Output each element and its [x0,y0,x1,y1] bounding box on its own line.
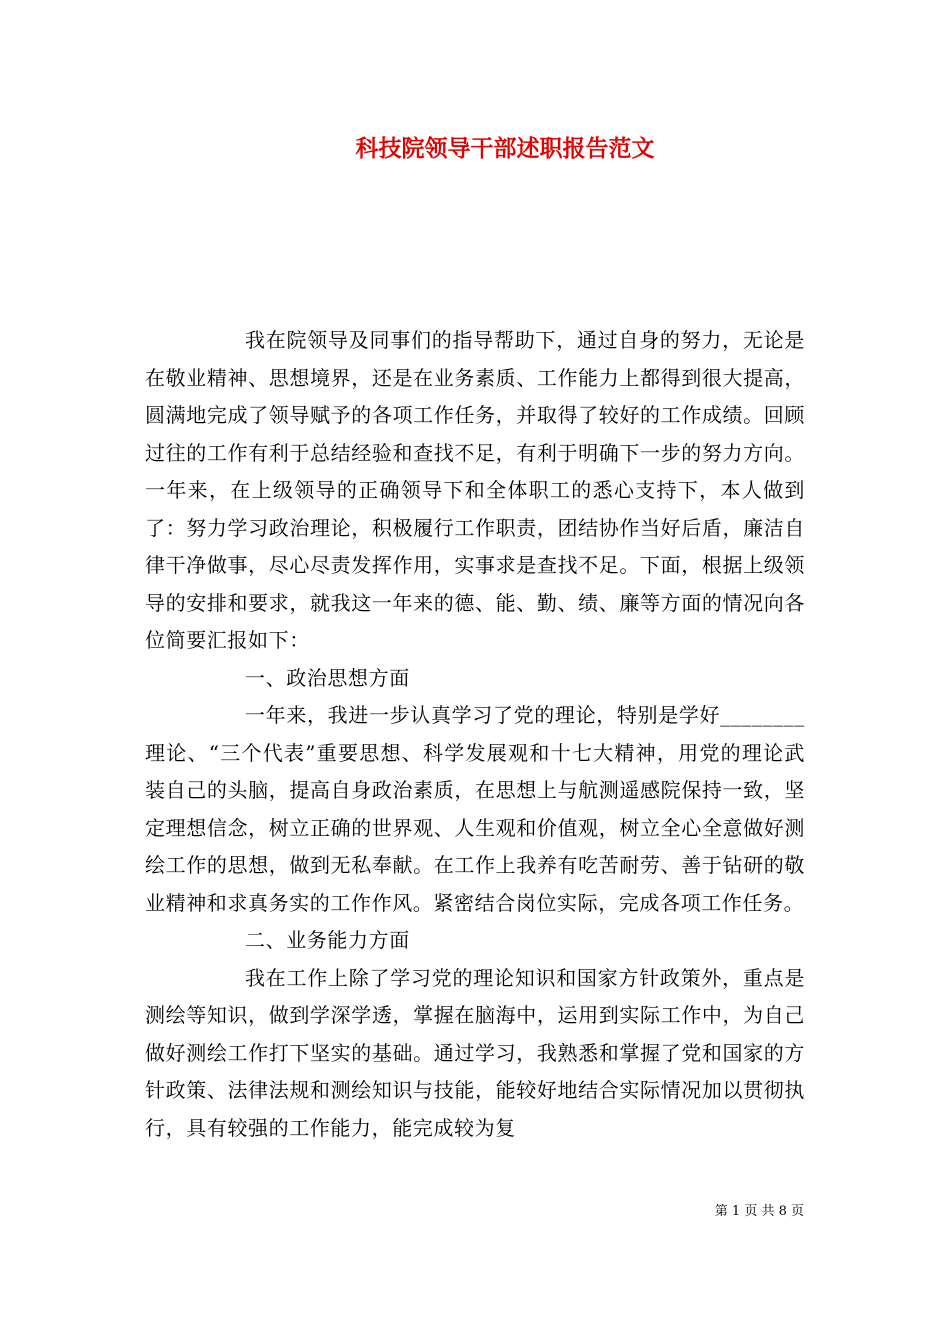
paragraph-intro: 我在院领导及同事们的指导帮助下，通过自身的努力，无论是在敬业精神、思想境界，还是在业务素质、工作能力上都得到很大提高，圆满地完成了领导赋予的各项工作任务，并取得了较好的工作成绩。回顾过往的工作有利于总结经验和查找不足，有利于明确下一步的努力方向。一年来，在上级领导的正确领导下和全体职工的悉心支持下，本人做到了：努力学习政治理论，积极履行工作职责，团结协作当好后盾，廉洁自律干净做事，尽心尽责发挥作用，实事求是查找不足。下面，根据上级领导的安排和要求，就我这一年来的德、能、勤、绩、廉等方面的情况向各位简要汇报如下： [145,328,805,652]
paragraph-business: 我在工作上除了学习党的理论知识和国家方针政策外，重点是测绘等知识，做到学深学透，掌握在脑海中，运用到实际工作中，为自己做好测绘工作打下坚实的基础。通过学习，我熟悉和掌握了党和国家的方针政策、法律法规和测绘知识与技能，能较好地结合实际情况加以贯彻执行，具有较强的工作能力，能完成较为复 [145,965,805,1140]
paragraph-political: 一年来，我进一步认真学习了党的理论，特别是学好________理论、“三个代表”重要思想、科学发展观和十七大精神，用党的理论武装自己的头脑，提高自身政治素质，在思想上与航测遥感院保持一致，坚定理想信念，树立正确的世界观、人生观和价值观，树立全心全意做好测绘工作的思想，做到无私奉献。在工作上我养有吃苦耐劳、善于钻研的敬业精神和求真务实的工作作风。紧密结合岗位实际，完成各项工作任务。 [145,703,805,915]
section-heading-business: 二、业务能力方面 [245,928,410,952]
section-heading-political: 一、政治思想方面 [245,665,410,690]
document-body [145,322,805,1147]
page-footer: 第 1 页 共 8 页 [714,1204,804,1219]
document-title: 科技院领导干部述职报告范文 [355,135,655,162]
